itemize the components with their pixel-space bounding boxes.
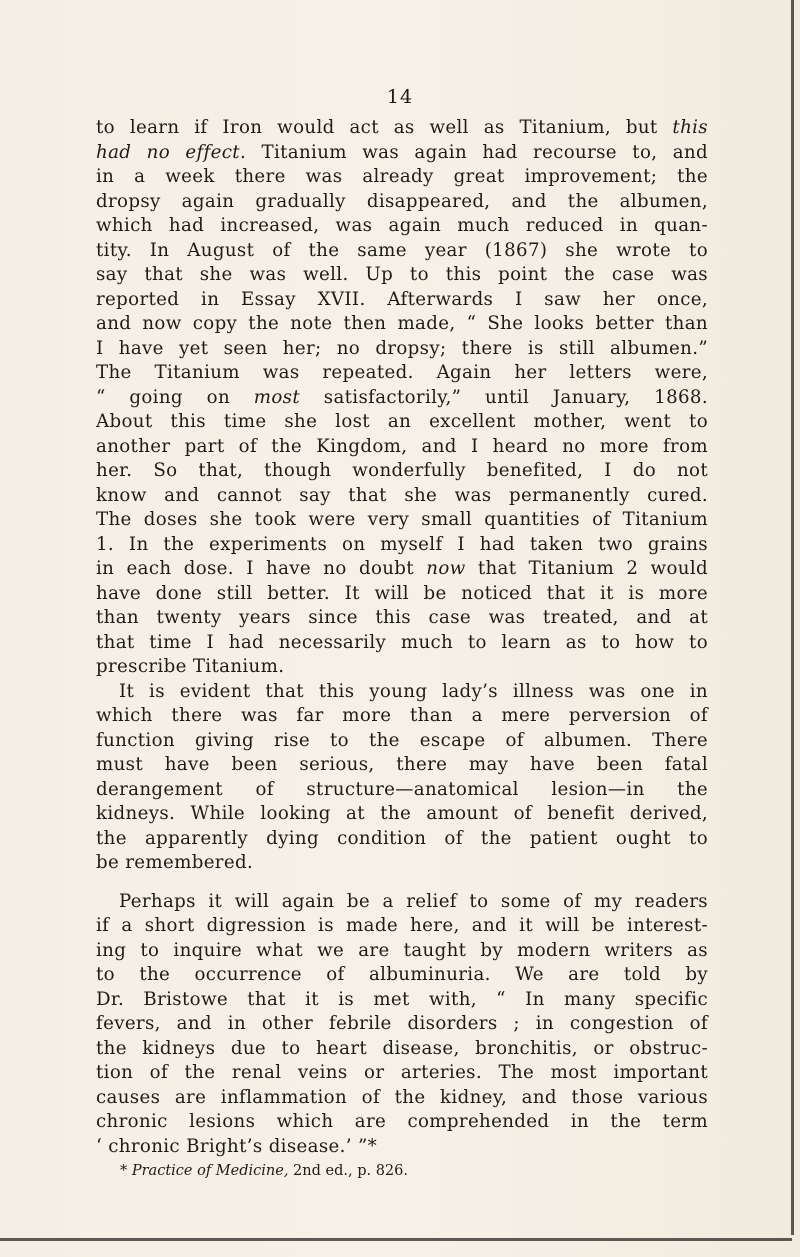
text-line: that time I had necessarily much to learn as to how to [96,631,708,653]
text-line: I have yet seen her; no dropsy; there is still albumen.” [96,337,708,359]
text-line: ing to inquire what we are taught by modern writers as [96,939,708,961]
text-line: in a week there was already great improvement; the [96,166,708,187]
italic-text: most [253,386,301,408]
text-line: to learn if Iron would act as well as Titanium, but this [96,117,708,138]
italic-text: now [426,558,466,579]
text-line: About this time she lost an excellent mother, went to [96,411,708,432]
text-line: “ going on most satisfactorily,” until January, 1868. [96,386,708,408]
text-line: kidneys. While looking at the amount of benefit derived, [96,803,708,824]
footnote [96,1161,708,1181]
text-line: than twenty years since this case was treated, and at [96,607,708,628]
text-line: and now copy the note then made, “ She looks better than [96,313,708,334]
page-number: 14 [386,86,414,108]
text-line: say that she was well. Up to this point the case was [96,264,708,285]
text-line: had no effect. Titanium was again had recourse to, and [96,141,709,163]
text-line: Perhaps it will again be a relief to some of my readers [119,890,708,912]
text-line: tion of the renal veins or arteries. The most important [96,1062,708,1083]
text-line: 1. In the experiments on myself I had taken two grains [96,533,708,555]
text-line: another part of the Kingdom, and I heard no more from [96,435,708,457]
paragraph [96,116,708,680]
text-line: chronic lesions which are comprehended in the term [96,1111,708,1132]
text-line: The doses she took were very small quantities of Titanium [96,509,708,530]
text-line: derangement of structure—anatomical lesion—in the [96,778,708,800]
text-line: causes are inflammation of the kidney, and those various [96,1086,708,1108]
text-line: in each dose. I have no doubt now that Titanium 2 would [96,558,708,579]
text-line: Dr. Bristowe that it is met with, “ In many specific [96,988,708,1010]
text-line: know and cannot say that she was permanently cured. [96,484,708,506]
paragraph [96,680,708,876]
text-line: It is evident that this young lady’s illness was one in [119,680,708,702]
text-line: the kidneys due to heart disease, bronchitis, or obstruc- [96,1037,708,1059]
text-line: prescribe Titanium. [96,656,285,677]
text-line: must have been serious, there may have been fatal [96,754,708,775]
text-line: which had increased, was again much reduced in quan- [96,215,708,236]
footnote-mark: * [120,1163,132,1179]
footnote-title: Practice of Medicine, [131,1163,294,1179]
page-edge-right [791,0,794,1235]
text-line: ‘ chronic Bright’s disease.’ ”* [96,1135,378,1157]
text-line: tity. In August of the same year (1867) she wrote to [96,239,708,261]
text-line: function giving rise to the escape of albumen. There [96,729,708,751]
italic-text: had no effect. [96,141,247,163]
italic-text: this [672,117,708,138]
paragraph-gap [96,876,708,890]
paragraph [96,890,708,1160]
text-line: fevers, and in other febrile disorders ; in congestion of [96,1013,708,1034]
footnote-reference: 2nd ed., p. 826. [293,1163,408,1179]
body-text [96,116,708,1181]
text-line: if a short digression is made here, and it will be interest- [96,915,708,936]
text-line: reported in Essay XVII. Afterwards I saw her once, [96,288,708,310]
text-line: dropsy again gradually disappeared, and the albumen, [96,190,708,212]
text-line: The Titanium was repeated. Again her letters were, [96,362,708,383]
text-line: to the occurrence of albuminuria. We are told by [96,964,708,985]
page-edge-bottom [0,1238,792,1241]
text-line: have done still better. It will be noticed that it is more [96,582,708,604]
text-line: be remembered. [96,852,254,873]
text-line: her. So that, though wonderfully benefited, I do not [96,460,708,481]
text-line: the apparently dying condition of the patient ought to [96,827,708,849]
text-line: which there was far more than a mere perversion of [96,705,708,726]
